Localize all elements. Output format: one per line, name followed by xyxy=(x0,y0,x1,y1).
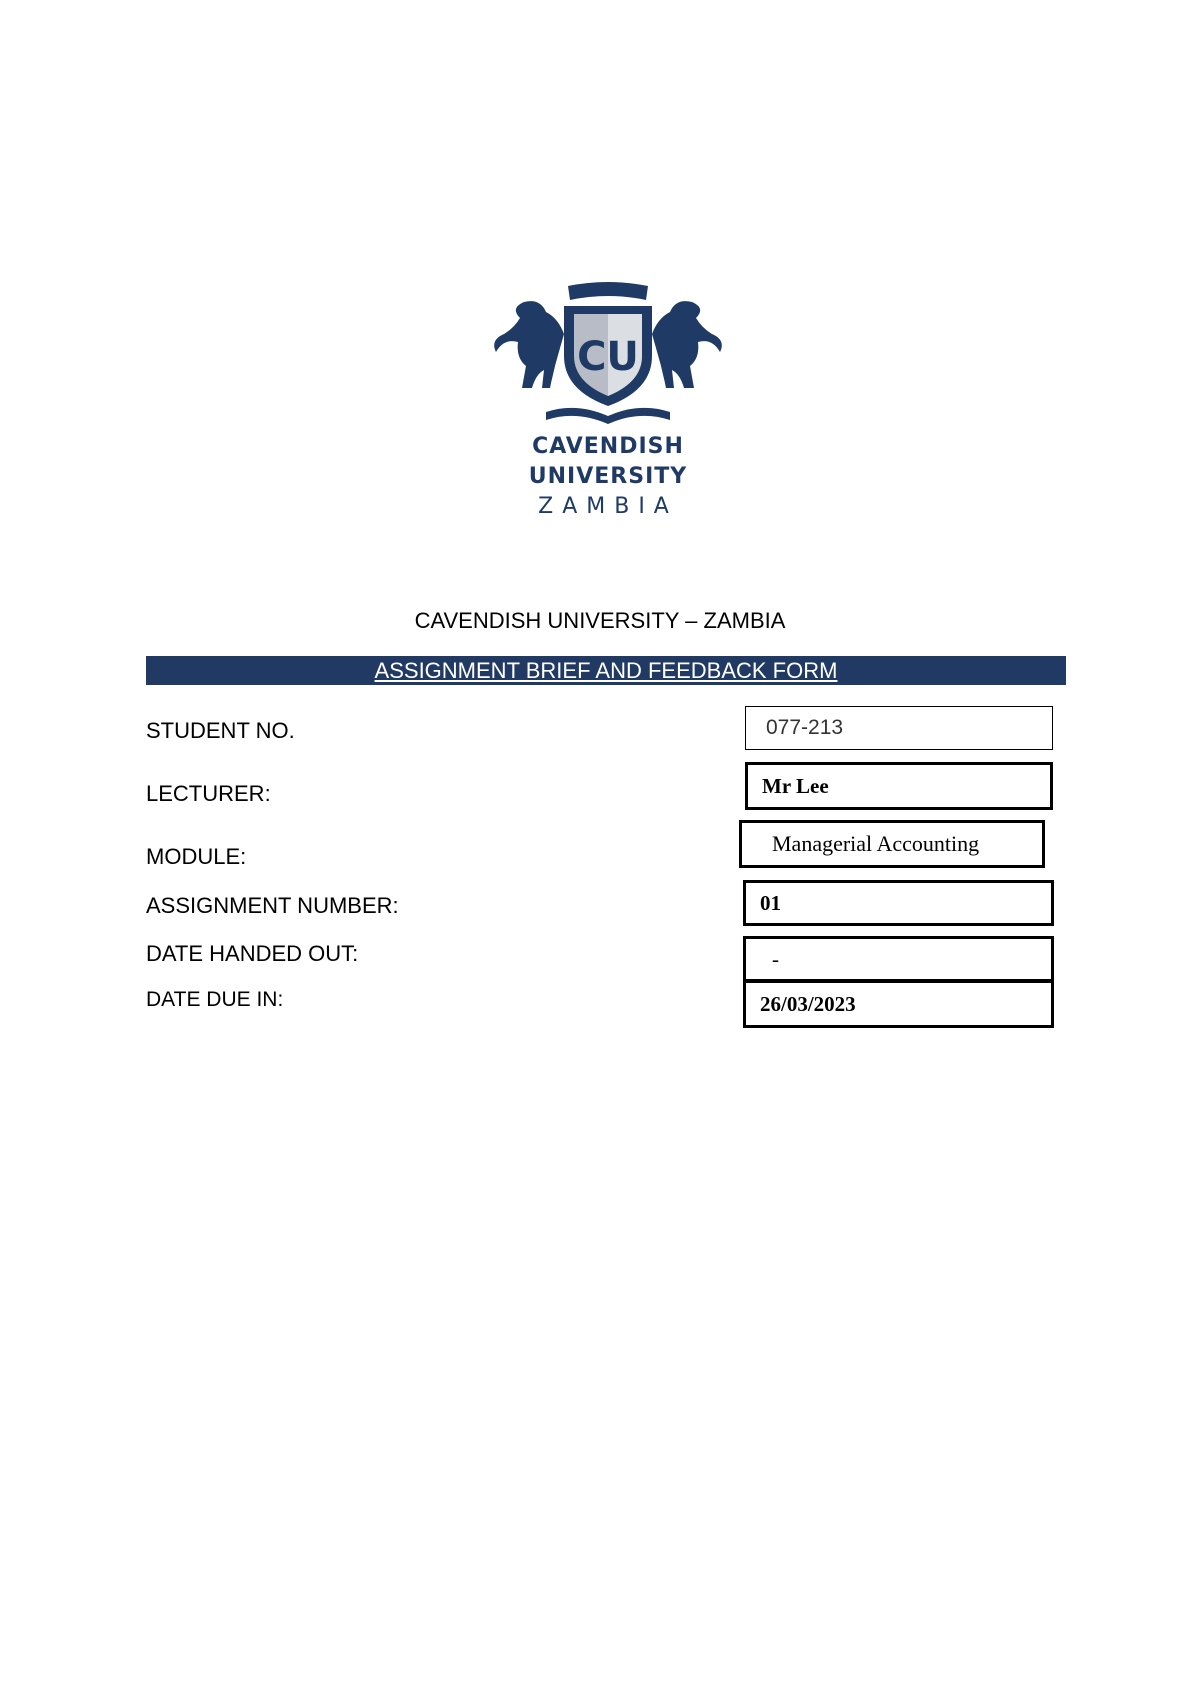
assignment-number-field[interactable]: 01 xyxy=(743,880,1054,926)
svg-text:CU: CU xyxy=(577,334,639,380)
module-label: MODULE: xyxy=(146,844,247,869)
lecturer-label: LECTURER: xyxy=(146,781,271,806)
student-no-label: STUDENT NO. xyxy=(146,718,295,743)
lecturer-field[interactable]: Mr Lee xyxy=(745,762,1053,810)
module-field[interactable]: Managerial Accounting xyxy=(739,820,1045,868)
logo-line-1: CAVENDISH xyxy=(532,434,684,459)
crest-icon xyxy=(480,278,736,448)
date-due-in-field[interactable]: 26/03/2023 xyxy=(743,980,1054,1028)
form-title-banner: ASSIGNMENT BRIEF AND FEEDBACK FORM xyxy=(146,656,1066,685)
university-logo xyxy=(480,278,736,528)
logo-line-2: UNIVERSITY xyxy=(528,464,688,489)
date-handed-out-label: DATE HANDED OUT: xyxy=(146,941,359,966)
logo-line-3: ZAMBIA xyxy=(538,494,678,519)
date-handed-out-field[interactable]: - xyxy=(743,936,1054,982)
assignment-number-label: ASSIGNMENT NUMBER: xyxy=(146,893,399,918)
date-due-in-label: DATE DUE IN: xyxy=(146,988,284,1011)
university-title: CAVENDISH UNIVERSITY – ZAMBIA xyxy=(414,608,786,633)
student-no-field[interactable]: 077-213 xyxy=(745,706,1053,750)
